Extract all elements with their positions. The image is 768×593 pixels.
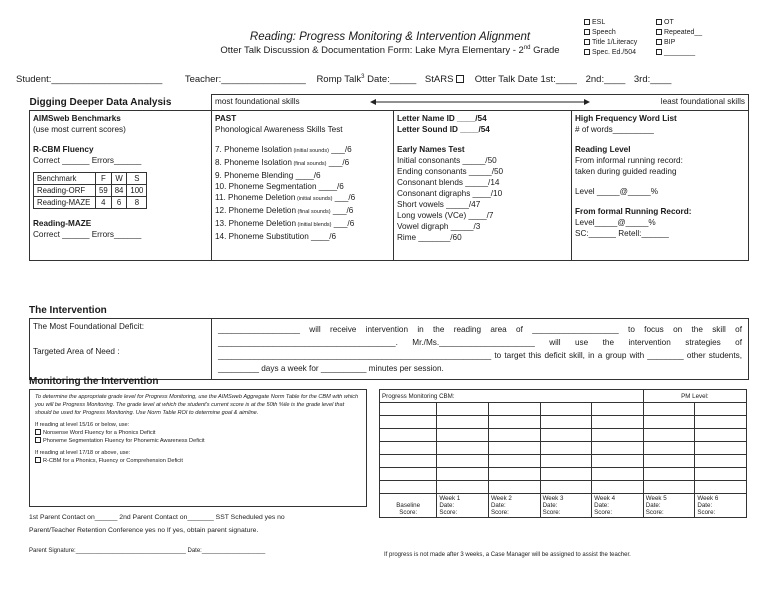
pm-grid-cell[interactable] [488, 481, 540, 494]
digging-deeper-table [29, 94, 749, 261]
pm-grid-row [380, 416, 747, 429]
week-cell[interactable]: Week 3 Date: Score: [540, 494, 592, 518]
benchmark-row [34, 196, 147, 208]
early-names-item[interactable]: Initial consonants _____/50 [397, 155, 497, 165]
pm-grid-cell[interactable] [695, 481, 747, 494]
program-flag-1-0[interactable]: Speech [584, 28, 656, 38]
early-names-item[interactable]: Vowel digraph _____/3 [397, 221, 481, 231]
nwf-checkbox[interactable] [35, 429, 41, 435]
digging-heading: Digging Deeper Data Analysis [29, 96, 172, 108]
program-flag-2-0[interactable]: Title 1/Literacy [584, 38, 656, 48]
case-manager-footer: If progress is not made after 3 weeks, a Case Manager will be assigned to assist the teacher. [384, 552, 631, 558]
early-names-item[interactable]: Rime _______/60 [397, 232, 462, 242]
program-flag-0-0[interactable]: ESL [584, 18, 656, 28]
pm-grid-cell[interactable] [695, 442, 747, 455]
week-cell[interactable]: Week 1 Date: Score: [437, 494, 489, 518]
retention-conference-line[interactable]: Parent/Teacher Retention Conference yes no If yes, obtain parent signature. [29, 527, 259, 534]
if-high-text: If reading at level 17/18 or above, use: [35, 450, 131, 456]
week-cell[interactable]: Week 5 Date: Score: [643, 494, 695, 518]
romp-date-field[interactable]: Date:_____ [364, 74, 417, 86]
intervention-statement[interactable]: __________________ will receive intervention in the reading area of ___________________ to focus on the skill of _______________________________________. Mr./Ms._____________________ will use the intervention strategies of ____________________________________________________________ to target this deficit skill, in a group with ________ other students, _________ days a week for __________ minutes per session. [218, 325, 742, 373]
past-item[interactable]: 14. Phoneme Substitution ____/6 [215, 231, 337, 241]
week-cell[interactable]: Week 6 Date: Score: [695, 494, 747, 518]
form-title: Reading: Progress Monitoring & Intervention Alignment [249, 31, 531, 43]
pm-grid-cell[interactable] [592, 429, 644, 442]
program-flag-1-1[interactable]: Repeated__ [656, 28, 728, 38]
past-item[interactable]: 11. Phoneme Deletion (initial sounds) ___/6 [215, 192, 356, 202]
benchmark-cell: 100 [127, 184, 147, 196]
pm-cbm-field[interactable]: Progress Monitoring CBM: [380, 390, 644, 403]
pm-grid-cell[interactable] [488, 442, 540, 455]
pm-grid-cell[interactable] [488, 403, 540, 416]
pm-grid-cell[interactable] [540, 403, 592, 416]
pm-grid-cell[interactable] [592, 481, 644, 494]
pm-grid-cell[interactable] [380, 416, 437, 429]
checkbox-icon[interactable] [656, 39, 662, 45]
otter-date-2nd[interactable]: 2nd:____ [585, 74, 626, 86]
foundational-scale [212, 95, 749, 111]
pm-grid-cell[interactable] [695, 403, 747, 416]
benchmark-cell: 8 [127, 196, 147, 208]
pm-grid-cell[interactable] [437, 416, 489, 429]
checkbox-icon[interactable] [656, 29, 662, 35]
pm-grid-cell[interactable] [437, 403, 489, 416]
pm-grid-cell[interactable] [695, 468, 747, 481]
monitoring-instructions: To determine the appropriate grade level for Progress Monitoring, use the AIMSweb Aggregate Norm Table for the CBM with which you will be Progress Monitoring. The grade level at which the student's current score is at the 50th %ile is the grade level that should be used for Progress Monitoring. Use Norm Table ROI to determine goal & aimline. If reading at level 15/16 or below, use: Nonsense Word Fluency for a Phonics Deficit Phoneme Segmentation Fluency for Phonemic Awareness Deficit If reading at level 17/18 or above, use: R-CBM for a Phonics, Fluency or Comprehension Deficit [29, 389, 367, 507]
past-item[interactable]: 8. Phoneme Isolation (final sounds) ___/6 [215, 157, 350, 167]
benchmark-cell: 4 [96, 196, 112, 208]
aimsweb-cell: AIMSweb Benchmarks (use most current scores) R-CBM Fluency Correct ______ Errors______ Benchmark F W S Reading-ORF 59 84 100 Reading-MAZE 4 6 8 Reading-MAZE Correct ______ Errors______ [30, 110, 212, 260]
pm-grid-row [380, 442, 747, 455]
past-item[interactable]: 13. Phoneme Deletion (initial blends) ___/6 [215, 218, 355, 228]
pm-grid-cell[interactable] [380, 468, 437, 481]
pm-grid-cell[interactable] [380, 455, 437, 468]
past-item[interactable]: 10. Phoneme Segmentation ____/6 [215, 181, 344, 191]
progress-monitoring-grid [379, 389, 747, 518]
benchmark-cell: 59 [96, 184, 112, 196]
benchmark-row [34, 172, 147, 184]
monitoring-heading: Monitoring the Intervention [29, 376, 159, 387]
early-names-item[interactable]: Consonant digraphs ____/10 [397, 188, 503, 198]
pm-grid-cell[interactable] [592, 468, 644, 481]
pm-grid-cell[interactable] [437, 468, 489, 481]
pm-grid-cell[interactable] [695, 455, 747, 468]
rcbm-checkbox[interactable] [35, 457, 41, 463]
checkbox-icon[interactable] [656, 19, 662, 25]
pm-grid-cell[interactable] [540, 442, 592, 455]
program-flag-3-0[interactable]: Spec. Ed./504 [584, 48, 656, 58]
pm-grid-cell[interactable] [695, 416, 747, 429]
intervention-table [29, 318, 749, 380]
benchmark-cell: 6 [111, 196, 127, 208]
pm-grid-cell[interactable] [488, 468, 540, 481]
pm-grid-cell[interactable] [592, 442, 644, 455]
pm-grid-row [380, 481, 747, 494]
pm-grid-cell[interactable] [643, 416, 695, 429]
pm-grid-cell[interactable] [540, 416, 592, 429]
week-cell[interactable]: Week 4 Date: Score: [592, 494, 644, 518]
pm-grid-cell[interactable] [695, 429, 747, 442]
otter-date-3rd[interactable]: 3rd:____ [633, 74, 672, 86]
form-subtitle: Otter Talk Discussion & Documentation Form: Lake Myra Elementary - 2nd Grade [220, 45, 560, 57]
pm-grid-cell[interactable] [643, 403, 695, 416]
benchmark-cell: S [127, 172, 147, 184]
letter-sound-id[interactable]: Letter Sound ID ____/54 [397, 124, 490, 134]
checkbox-icon[interactable] [584, 19, 590, 25]
pm-grid-cell[interactable] [380, 481, 437, 494]
baseline-cell[interactable]: Baseline Score: [380, 494, 437, 518]
pm-grid-row [380, 468, 747, 481]
pm-grid-cell[interactable] [592, 455, 644, 468]
letter-name-id[interactable]: Letter Name ID ____/54 [397, 113, 487, 123]
benchmark-cell: W [111, 172, 127, 184]
pm-grid-cell[interactable] [437, 429, 489, 442]
pm-grid-row [380, 429, 747, 442]
pm-grid-cell[interactable] [488, 429, 540, 442]
program-checkboxes [584, 18, 728, 58]
week-cell[interactable]: Week 2 Date: Score: [488, 494, 540, 518]
pm-grid-cell[interactable] [540, 455, 592, 468]
parent-signature-line[interactable]: Parent Signature:_________________________________ Date:___________________ [29, 548, 266, 554]
benchmark-cell: Reading-ORF [34, 184, 96, 196]
pm-grid-cell[interactable] [643, 481, 695, 494]
benchmark-table [33, 172, 147, 209]
benchmark-cell: F [96, 172, 112, 184]
pm-grid-cell[interactable] [643, 468, 695, 481]
stars-label: StARS [424, 74, 454, 86]
if-low-text: If reading at level 15/16 or below, use: [35, 422, 130, 428]
past-item[interactable]: 12. Phoneme Deletion (final sounds) ___/6 [215, 205, 354, 215]
scale-right-label: least foundational skills [660, 97, 745, 106]
pm-grid-cell[interactable] [380, 429, 437, 442]
benchmark-cell: Reading-MAZE [34, 196, 96, 208]
pm-grid-row [380, 455, 747, 468]
pm-grid-cell[interactable] [437, 481, 489, 494]
pm-grid-cell[interactable] [592, 403, 644, 416]
romp-talk-label: Romp Talk [316, 74, 362, 86]
pm-grid-cell[interactable] [643, 455, 695, 468]
stars-checkbox[interactable] [456, 75, 464, 83]
letter-id-cell: Letter Name ID ____/54 Letter Sound ID ____/54 Early Names Test Initial consonants _____/50 Ending consonants _____/50 Consonant blends _____/14 Consonant digraphs ____/10 Short vowels _____/47 Long vowels (VCe) ____/7 Vowel digraph _____/3 Rime _______/60 [394, 110, 572, 260]
pm-grid-cell[interactable] [592, 416, 644, 429]
pm-grid-cell[interactable] [437, 442, 489, 455]
pm-grid-cell[interactable] [540, 429, 592, 442]
area-label: Targeted Area of Need : [33, 347, 120, 356]
benchmark-row [34, 184, 147, 196]
double-arrow-icon [370, 98, 590, 106]
teacher-field[interactable]: Teacher:________________ [184, 74, 306, 86]
early-names-item[interactable]: Ending consonants _____/50 [397, 166, 504, 176]
rcbm-correct-errors[interactable]: Correct ______ Errors______ [33, 155, 142, 165]
otter-date-1st[interactable]: Otter Talk Date 1st:____ [474, 74, 577, 86]
benchmark-cell: 84 [111, 184, 127, 196]
hfw-words-field[interactable]: # of words_________ [575, 124, 654, 134]
program-flag-3-1[interactable]: ________ [656, 48, 728, 58]
early-names-item[interactable]: Short vowels _____/47 [397, 199, 481, 209]
parent-contact-line[interactable]: 1st Parent Contact on______ 2nd Parent Contact on_______ SST Scheduled yes no [29, 514, 285, 521]
pm-grid-cell[interactable] [380, 403, 437, 416]
program-flag-2-1[interactable]: BIP [656, 38, 728, 48]
student-info-line: Student:_____________________ Teacher:________________ Romp Talk$^3$ Date:_____ StARS Otter Talk Date 1st:____ 2nd:____ 3rd:____ [16, 74, 672, 86]
maze-correct-errors[interactable]: Correct ______ Errors______ [33, 229, 142, 239]
scale-left-label: most foundational skills [215, 97, 300, 106]
pm-grid-cell[interactable] [380, 442, 437, 455]
pm-grid-row [380, 403, 747, 416]
early-names-item[interactable]: Long vowels (VCe) ____/7 [397, 210, 494, 220]
pm-grid-cell[interactable] [540, 468, 592, 481]
pm-grid-cell[interactable] [488, 455, 540, 468]
benchmark-cell: Benchmark [34, 172, 96, 184]
pm-grid-cell[interactable] [643, 442, 695, 455]
formal-level-field[interactable]: Level_____@_____% [575, 217, 656, 227]
past-item[interactable]: 9. Phoneme Blending ____/6 [215, 170, 321, 180]
past-item[interactable]: 7. Phoneme Isolation (initial sounds) ___/6 [215, 144, 352, 154]
monitoring-intro-text: To determine the appropriate grade level for Progress Monitoring, use the AIMSweb Aggregate Norm Table for the CBM with which you will be Progress Monitoring. The grade level at which the student's current score is at the 50th %ile is the grade level that should be used for Progress Monitoring. Use Norm Table ROI to determine goal & aimline. [35, 394, 359, 416]
pm-grid-cell[interactable] [437, 455, 489, 468]
pm-grid-cell[interactable] [488, 416, 540, 429]
checkbox-icon[interactable] [656, 49, 662, 55]
past-cell: PAST Phonological Awareness Skills Test 7. Phoneme Isolation (initial sounds) ___/6 8. Phoneme Isolation (final sounds) ___/6 9. Phoneme Blending ____/6 10. Phoneme Segmentation ____/6 11. Phoneme Deletion (initial sounds) ___/6 12. Phoneme Deletion (final sounds) ___/6 13. Phoneme Deletion (initial blends) ___/6 14. Phoneme Substitution ____/6 [212, 110, 394, 260]
student-field[interactable]: Student:_____________________ [16, 74, 163, 86]
pm-grid-cell[interactable] [540, 481, 592, 494]
pm-grid-cell[interactable] [643, 429, 695, 442]
pm-level-field[interactable]: PM Level: [643, 390, 746, 403]
deficit-label: The Most Foundational Deficit: [33, 322, 145, 331]
informal-level-field[interactable]: Level _____@_____% [575, 186, 658, 196]
psf-checkbox[interactable] [35, 437, 41, 443]
sc-retell-field[interactable]: SC:______ Retell:______ [575, 228, 669, 238]
early-names-item[interactable]: Consonant blends _____/14 [397, 177, 500, 187]
hfw-reading-level-cell: High Frequency Word List # of words_________ Reading Level From informal running record: taken during guided reading Level _____@_____% From formal Running Record: Level_____@_____% SC:______ Retell:______ [572, 110, 749, 260]
intervention-heading: The Intervention [29, 305, 107, 316]
program-flag-0-1[interactable]: OT [656, 18, 728, 28]
